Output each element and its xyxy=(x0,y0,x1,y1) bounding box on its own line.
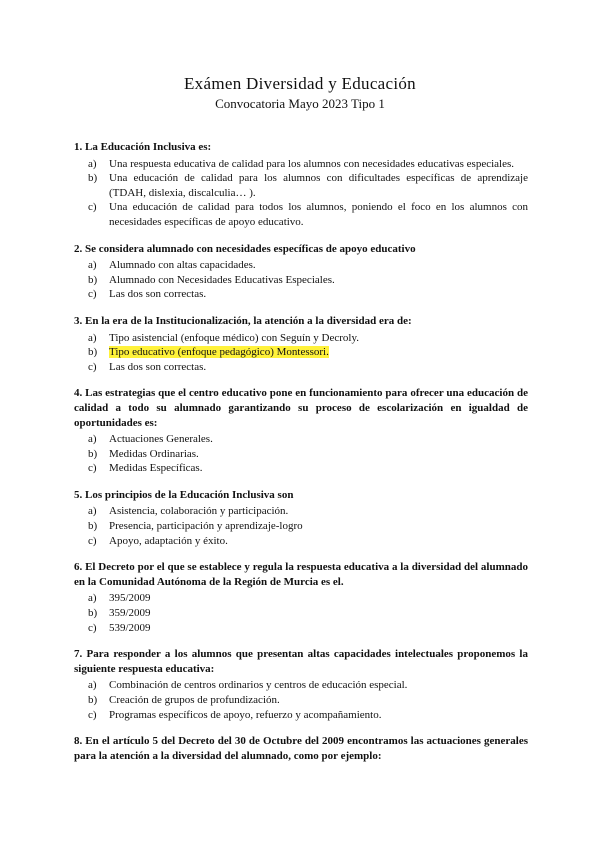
option-marker: a) xyxy=(88,679,97,692)
question-6 xyxy=(74,560,528,635)
option-b xyxy=(74,519,528,534)
question-8 xyxy=(74,734,528,763)
option-text: Una educación de calidad para los alumnos con dificultades específicas de aprendizaje (TDAH, dislexia, discalculia… ). xyxy=(109,172,528,199)
option-text: Las dos son correctas. xyxy=(109,360,207,373)
option-marker: c) xyxy=(88,288,97,301)
option-text: Combinación de centros ordinarios y centros de educación especial. xyxy=(109,679,408,692)
question-text: 5. Los principios de la Educación Inclusiva son xyxy=(74,488,294,501)
option-a xyxy=(74,504,528,519)
question-text: 1. La Educación Inclusiva es: xyxy=(74,141,212,153)
option-c xyxy=(74,534,528,549)
question-text: 4. Las estrategias que el centro educativo pone en funcionamiento para ofrecer una educación de calidad a todo su alumnado garantizando su proceso de escolarización en igualdad de oportunidades es: xyxy=(74,387,528,429)
option-marker: a) xyxy=(88,331,97,344)
option-marker: b) xyxy=(88,520,98,533)
option-marker: a) xyxy=(88,433,97,446)
question-1 xyxy=(74,140,528,230)
option-c xyxy=(74,461,528,476)
option-b xyxy=(74,693,528,708)
document-title: Exámen Diversidad y Educación xyxy=(184,74,416,93)
option-text: Presencia, participación y aprendizaje-logro xyxy=(109,520,303,533)
option-b xyxy=(74,345,528,360)
document-subtitle: Convocatoria Mayo 2023 Tipo 1 xyxy=(215,96,385,111)
option-marker: b) xyxy=(88,273,98,286)
option-marker: a) xyxy=(88,592,97,605)
option-b xyxy=(74,447,528,462)
question-7 xyxy=(74,647,528,722)
option-text: Una respuesta educativa de calidad para los alumnos con necesidades educativas especiales. xyxy=(109,157,514,170)
option-marker: c) xyxy=(88,360,97,373)
question-2 xyxy=(74,242,528,302)
option-text: Creación de grupos de profundización. xyxy=(109,694,280,706)
option-c xyxy=(74,621,528,636)
option-text: Alumnado con altas capacidades. xyxy=(109,259,256,272)
option-marker: b) xyxy=(88,694,98,706)
option-c xyxy=(74,200,528,229)
option-text: Apoyo, adaptación y éxito. xyxy=(109,534,228,547)
question-text: 8. En el artículo 5 del Decreto del 30 de Octubre del 2009 encontramos las actuaciones generales para la atención a la diversidad del alumnado, como por ejemplo: xyxy=(74,735,528,762)
option-marker: c) xyxy=(88,462,97,475)
option-b xyxy=(74,606,528,621)
option-a xyxy=(74,157,528,172)
questions-list xyxy=(74,140,528,775)
question-4 xyxy=(74,386,528,476)
option-text: Programas específicos de apoyo, refuerzo y acompañamiento. xyxy=(109,708,382,721)
option-a xyxy=(74,432,528,447)
option-text: Asistencia, colaboración y participación. xyxy=(109,505,289,518)
option-text: Alumnado con Necesidades Educativas Especiales. xyxy=(109,273,335,286)
question-5 xyxy=(74,488,528,548)
option-c xyxy=(74,287,528,302)
option-text: Las dos son correctas. xyxy=(109,288,207,301)
option-b xyxy=(74,171,528,200)
option-marker: b) xyxy=(88,346,98,359)
option-marker: c) xyxy=(88,708,97,721)
option-text-highlighted: Tipo educativo (enfoque pedagógico) Montessori. xyxy=(109,346,329,359)
question-3 xyxy=(74,314,528,374)
option-marker: c) xyxy=(88,621,97,634)
option-text: Tipo asistencial (enfoque médico) con Seguín y Decroly. xyxy=(109,331,359,344)
option-marker: a) xyxy=(88,505,97,518)
option-c xyxy=(74,708,528,723)
option-text: Actuaciones Generales. xyxy=(109,433,213,446)
option-text: 359/2009 xyxy=(109,607,151,620)
option-b xyxy=(74,273,528,288)
question-text: 2. Se considera alumnado con necesidades específicas de apoyo educativo xyxy=(74,242,416,255)
option-text: Una educación de calidad para todos los alumnos, poniendo el foco en los alumnos con necesidades específicas de apoyo educativo. xyxy=(109,201,528,228)
option-a xyxy=(74,678,528,693)
option-marker: a) xyxy=(88,157,97,170)
option-a xyxy=(74,258,528,273)
option-marker: b) xyxy=(88,447,98,460)
option-marker: b) xyxy=(88,172,98,185)
option-marker: b) xyxy=(88,607,98,620)
question-text: 3. En la era de la Institucionalización, la atención a la diversidad era de: xyxy=(74,314,412,327)
option-marker: c) xyxy=(88,534,97,547)
option-text: 539/2009 xyxy=(109,621,151,634)
question-text: 7. Para responder a los alumnos que presentan altas capacidades intelectuales proponemos la siguiente respuesta educativa: xyxy=(74,648,528,675)
question-text: 6. El Decreto por el que se establece y regula la respuesta educativa a la diversidad del alumnado en la Comunidad Autónoma de la Región de Murcia es el. xyxy=(74,561,528,588)
option-text: Medidas Específicas. xyxy=(109,462,203,475)
option-a xyxy=(74,591,528,606)
option-marker: c) xyxy=(88,201,97,214)
option-c xyxy=(74,360,528,375)
option-text: Medidas Ordinarias. xyxy=(109,447,199,460)
option-text: 395/2009 xyxy=(109,592,151,605)
option-marker: a) xyxy=(88,259,97,272)
option-a xyxy=(74,331,528,346)
